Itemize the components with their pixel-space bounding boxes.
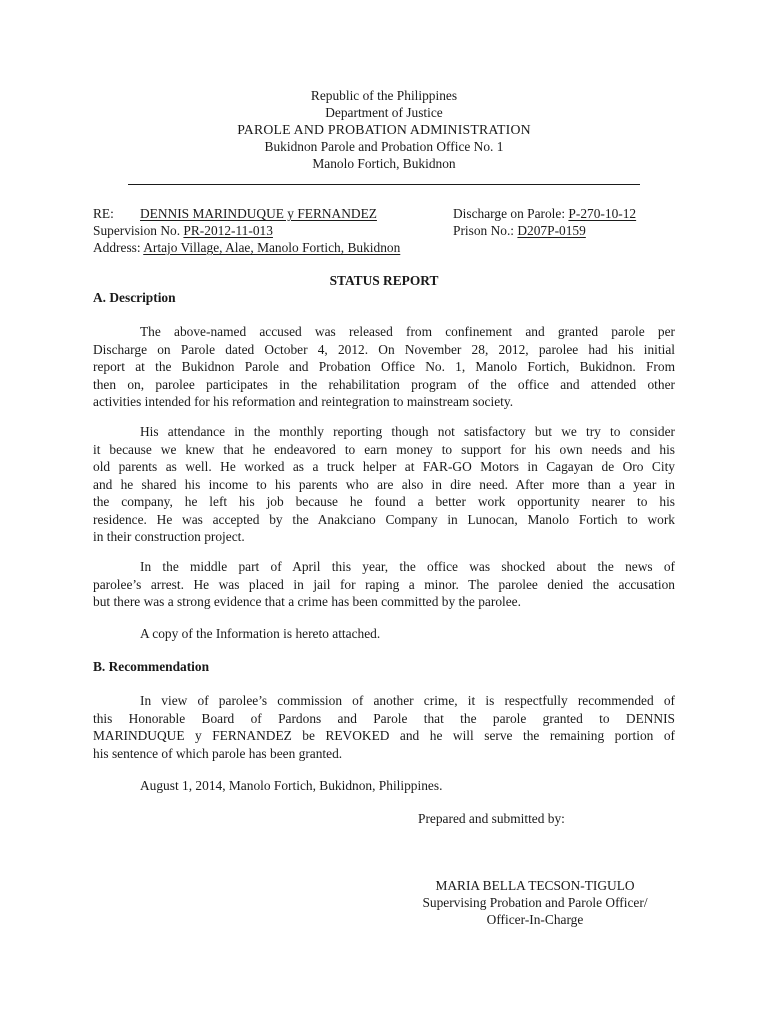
- prison-label: Prison No.:: [453, 223, 515, 238]
- paragraph-line: In the middle part of April this year, the office was shocked about the news of: [140, 559, 675, 574]
- section-a-heading: A. Description: [93, 290, 176, 305]
- section-b-paragraph-1: [93, 692, 675, 762]
- section-a-paragraph-2: [93, 423, 675, 546]
- paragraph-line: then on, parolee participates in the rehabilitation program of the office and attended other: [93, 376, 675, 392]
- paragraph-line: the company, he left his job because he found a better work opportunity nearer to his: [93, 494, 675, 509]
- paragraph-line: and he shared his income to his parents who are also in dire need. After more than a year in: [93, 476, 675, 492]
- supervision-label: Supervision No.: [93, 223, 181, 238]
- paragraph-line: parolee’s arrest. He was placed in jail for raping a minor. The parolee denied the accusation: [93, 576, 675, 592]
- paragraph-line: The above-named accused was released from confinement and granted parole per: [140, 324, 675, 339]
- paragraph-line: His attendance in the monthly reporting though not satisfactory but we try to consider: [140, 424, 675, 439]
- prepared-by-label: Prepared and submitted by:: [418, 811, 565, 826]
- section-a-paragraph-3: [93, 558, 675, 611]
- paragraph-line: MARINDUQUE y FERNANDEZ be REVOKED and he will serve the remaining portion of: [93, 728, 675, 743]
- paragraph-line: In view of parolee’s commission of another crime, it is respectfully recommended of: [140, 693, 675, 708]
- paragraph-line: residence. He was accepted by the Anakciano Company in Lunocan, Manolo Fortich to work: [93, 511, 675, 527]
- supervision-line: [93, 222, 273, 239]
- paragraph-line: but there was a strong evidence that a crime has been committed by the parolee.: [93, 594, 521, 609]
- discharge-value: P-270-10-12: [568, 206, 637, 221]
- paragraph-line: Discharge on Parole dated October 4, 2012. On November 28, 2012, parolee had his initial: [93, 341, 675, 357]
- section-a-paragraph-4: A copy of the Information is hereto attached.: [140, 626, 381, 641]
- address-value: Artajo Village, Alae, Manolo Fortich, Bukidnon: [143, 240, 401, 255]
- paragraph-line: report at the Bukidnon Parole and Probation Office No. 1, Manolo Fortich, Bukidnon. From: [93, 359, 675, 374]
- section-b-heading: B. Recommendation: [93, 659, 210, 674]
- document-title: STATUS REPORT: [329, 273, 439, 288]
- date-line: August 1, 2014, Manolo Fortich, Bukidnon, Philippines.: [140, 778, 443, 793]
- paragraph-line: in their construction project.: [93, 529, 245, 544]
- letterhead-republic: Republic of the Philippines: [310, 88, 458, 103]
- supervision-value: PR-2012-11-013: [183, 223, 273, 238]
- paragraph-line: this Honorable Board of Pardons and Parole that the parole granted to DENNIS: [93, 710, 675, 726]
- paragraph-line: his sentence of which parole has been granted.: [93, 745, 343, 761]
- parolee-name: DENNIS MARINDUQUE y FERNANDEZ: [140, 206, 377, 221]
- paragraph-line: activities intended for his reformation and reintegration to mainstream society.: [93, 394, 514, 409]
- prison-line: [453, 222, 586, 239]
- signatory-title: Supervising Probation and Parole Officer/: [422, 895, 648, 910]
- letterhead-department: Department of Justice: [325, 105, 443, 120]
- paragraph-line: old parents as well. He worked as a truck helper at FAR-GO Motors in Cagayan de Oro City: [93, 459, 675, 474]
- paragraph-line: it because we knew that he endeavored to earn money to support for his own needs and his: [93, 441, 675, 457]
- signatory-designation: Officer-In-Charge: [486, 912, 584, 927]
- letterhead-office: Bukidnon Parole and Probation Office No. 1: [264, 139, 504, 154]
- discharge-label: [453, 205, 636, 222]
- letterhead-location: Manolo Fortich, Bukidnon: [312, 156, 456, 171]
- section-a-paragraph-1: [93, 323, 675, 411]
- address-label: Address:: [93, 240, 141, 255]
- discharge-label-text: Discharge on Parole:: [453, 206, 566, 221]
- letterhead-agency: PAROLE AND PROBATION ADMINISTRATION: [237, 122, 531, 137]
- address-line: [93, 239, 400, 256]
- prison-value: D207P-0159: [517, 223, 586, 238]
- re-label: RE:: [93, 206, 114, 221]
- letterhead-divider: [128, 184, 640, 185]
- signatory-name: MARIA BELLA TECSON-TIGULO: [435, 878, 635, 893]
